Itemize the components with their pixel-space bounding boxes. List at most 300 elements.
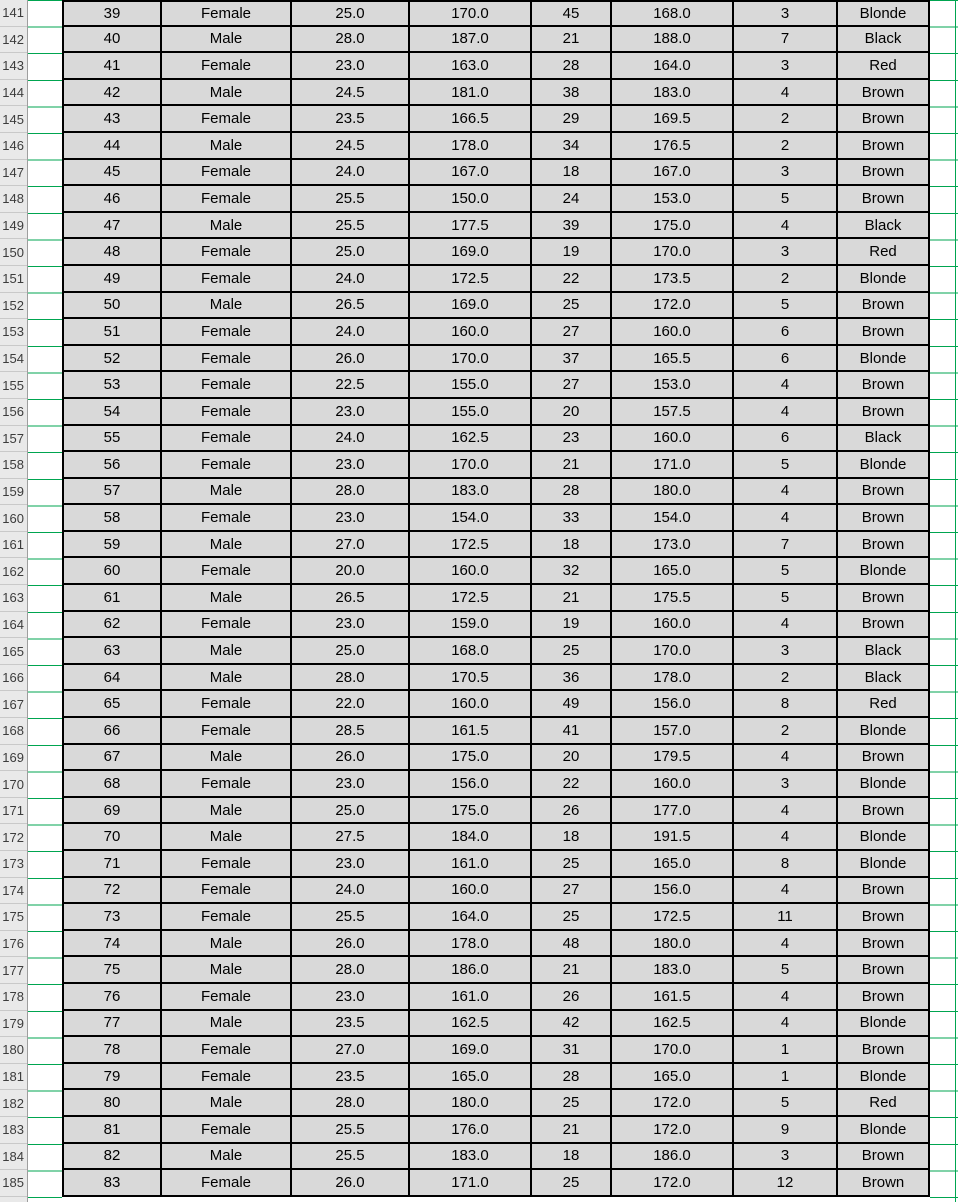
cell[interactable]: 7 bbox=[734, 532, 838, 559]
row-header[interactable]: 150 bbox=[0, 239, 27, 266]
cell[interactable]: 45 bbox=[532, 0, 612, 27]
cell[interactable]: Male bbox=[162, 133, 292, 160]
cell[interactable]: 24.5 bbox=[292, 133, 410, 160]
cell[interactable]: 39 bbox=[532, 213, 612, 240]
cell[interactable]: 78 bbox=[62, 1037, 162, 1064]
row-header[interactable]: 172 bbox=[0, 824, 27, 851]
cell[interactable]: 19 bbox=[532, 239, 612, 266]
cell[interactable]: Blonde bbox=[838, 1117, 930, 1144]
cell[interactable]: Brown bbox=[838, 372, 930, 399]
cell[interactable]: 175.5 bbox=[612, 585, 734, 612]
cell[interactable]: 175.0 bbox=[410, 745, 532, 772]
cell[interactable]: 65 bbox=[62, 691, 162, 718]
cell[interactable]: 32 bbox=[532, 558, 612, 585]
cell[interactable]: 26.0 bbox=[292, 1170, 410, 1197]
row-header[interactable]: 165 bbox=[0, 638, 27, 665]
cell[interactable]: Black bbox=[838, 213, 930, 240]
cell[interactable]: 5 bbox=[734, 558, 838, 585]
cell[interactable]: 67 bbox=[62, 745, 162, 772]
cell[interactable]: Brown bbox=[838, 1144, 930, 1171]
cell[interactable]: 42 bbox=[62, 80, 162, 107]
cell[interactable]: Female bbox=[162, 426, 292, 453]
cell[interactable]: 36 bbox=[532, 665, 612, 692]
cell[interactable]: 187.0 bbox=[410, 27, 532, 54]
cell[interactable]: 3 bbox=[734, 638, 838, 665]
cell[interactable]: 165.0 bbox=[612, 851, 734, 878]
cell[interactable]: 25.5 bbox=[292, 904, 410, 931]
cell[interactable]: 34 bbox=[532, 133, 612, 160]
cell[interactable]: 18 bbox=[532, 160, 612, 187]
cell[interactable]: 180.0 bbox=[612, 931, 734, 958]
cell[interactable]: Male bbox=[162, 532, 292, 559]
cell[interactable]: 41 bbox=[62, 53, 162, 80]
cell[interactable]: 73 bbox=[62, 904, 162, 931]
cell[interactable]: Blonde bbox=[838, 1064, 930, 1091]
cell[interactable]: 161.0 bbox=[410, 984, 532, 1011]
cell[interactable]: 41 bbox=[532, 718, 612, 745]
row-header[interactable]: 145 bbox=[0, 106, 27, 133]
row-header[interactable]: 173 bbox=[0, 851, 27, 878]
cell[interactable]: 28.5 bbox=[292, 718, 410, 745]
cell[interactable]: 44 bbox=[62, 133, 162, 160]
cell[interactable]: 170.0 bbox=[410, 346, 532, 373]
cell[interactable]: Blonde bbox=[838, 266, 930, 293]
cell[interactable]: Female bbox=[162, 718, 292, 745]
cell[interactable]: 18 bbox=[532, 824, 612, 851]
row-header[interactable]: 149 bbox=[0, 213, 27, 240]
cell[interactable]: 39 bbox=[62, 0, 162, 27]
cell[interactable]: 71 bbox=[62, 851, 162, 878]
cell[interactable]: 5 bbox=[734, 1090, 838, 1117]
cell[interactable]: 25.5 bbox=[292, 1117, 410, 1144]
row-header[interactable]: 148 bbox=[0, 186, 27, 213]
cell[interactable]: 60 bbox=[62, 558, 162, 585]
cell[interactable]: 40 bbox=[62, 27, 162, 54]
cell[interactable]: 184.0 bbox=[410, 824, 532, 851]
row-header[interactable]: 158 bbox=[0, 452, 27, 479]
cell[interactable]: 42 bbox=[532, 1011, 612, 1038]
cell[interactable]: 172.5 bbox=[410, 266, 532, 293]
cell[interactable]: 178.0 bbox=[410, 931, 532, 958]
cell[interactable]: 186.0 bbox=[410, 957, 532, 984]
cell[interactable]: 24.0 bbox=[292, 878, 410, 905]
cell[interactable]: 160.0 bbox=[612, 426, 734, 453]
cell[interactable]: Female bbox=[162, 1170, 292, 1197]
cell[interactable]: 29 bbox=[532, 106, 612, 133]
cell[interactable]: 6 bbox=[734, 346, 838, 373]
cell[interactable]: 169.0 bbox=[410, 239, 532, 266]
cell[interactable]: 4 bbox=[734, 80, 838, 107]
cell[interactable]: 54 bbox=[62, 399, 162, 426]
cell[interactable]: 24.5 bbox=[292, 80, 410, 107]
cell[interactable]: 72 bbox=[62, 878, 162, 905]
cell[interactable]: Male bbox=[162, 1090, 292, 1117]
cell[interactable]: 170.0 bbox=[410, 0, 532, 27]
cell[interactable]: 160.0 bbox=[410, 558, 532, 585]
cell[interactable]: 183.0 bbox=[612, 80, 734, 107]
cell[interactable]: Brown bbox=[838, 878, 930, 905]
cell[interactable]: Brown bbox=[838, 505, 930, 532]
cell[interactable]: Brown bbox=[838, 186, 930, 213]
cell[interactable]: Brown bbox=[838, 399, 930, 426]
cell[interactable]: 170.0 bbox=[612, 239, 734, 266]
row-header[interactable]: 184 bbox=[0, 1144, 27, 1171]
cell[interactable]: 165.0 bbox=[410, 1064, 532, 1091]
cell[interactable]: 46 bbox=[62, 186, 162, 213]
cell[interactable]: 6 bbox=[734, 426, 838, 453]
cell[interactable]: 24.0 bbox=[292, 319, 410, 346]
row-header[interactable]: 179 bbox=[0, 1011, 27, 1038]
cell[interactable]: 25.5 bbox=[292, 1144, 410, 1171]
cell[interactable]: 173.5 bbox=[612, 266, 734, 293]
cell[interactable]: 1 bbox=[734, 1037, 838, 1064]
cell[interactable]: 2 bbox=[734, 133, 838, 160]
cell[interactable]: 155.0 bbox=[410, 399, 532, 426]
cell[interactable]: 25.0 bbox=[292, 798, 410, 825]
cell[interactable]: 21 bbox=[532, 1117, 612, 1144]
cell[interactable]: 8 bbox=[734, 691, 838, 718]
row-header[interactable]: 180 bbox=[0, 1037, 27, 1064]
cell[interactable]: 20.0 bbox=[292, 558, 410, 585]
cell[interactable]: 175.0 bbox=[612, 213, 734, 240]
cell[interactable]: Brown bbox=[838, 585, 930, 612]
cell[interactable]: 27 bbox=[532, 878, 612, 905]
cell[interactable]: Blonde bbox=[838, 452, 930, 479]
cell[interactable]: 28 bbox=[532, 1064, 612, 1091]
cell[interactable]: Blonde bbox=[838, 346, 930, 373]
empty-right-area[interactable] bbox=[930, 0, 958, 1202]
cell[interactable]: 172.0 bbox=[612, 293, 734, 320]
cell[interactable]: 25 bbox=[532, 293, 612, 320]
cell[interactable]: 180.0 bbox=[410, 1090, 532, 1117]
cell[interactable]: 191.5 bbox=[612, 824, 734, 851]
row-header[interactable]: 160 bbox=[0, 505, 27, 532]
row-header[interactable]: 175 bbox=[0, 904, 27, 931]
cell[interactable]: 4 bbox=[734, 399, 838, 426]
cell[interactable]: Brown bbox=[838, 160, 930, 187]
cell[interactable]: 172.5 bbox=[410, 585, 532, 612]
cell[interactable]: Female bbox=[162, 1117, 292, 1144]
cell[interactable]: 3 bbox=[734, 0, 838, 27]
cell[interactable]: 8 bbox=[734, 851, 838, 878]
cell[interactable]: 12 bbox=[734, 1170, 838, 1197]
cell[interactable]: 21 bbox=[532, 585, 612, 612]
cell[interactable]: 169.0 bbox=[410, 293, 532, 320]
cell[interactable]: 172.5 bbox=[612, 904, 734, 931]
cell[interactable]: 172.0 bbox=[612, 1090, 734, 1117]
cell[interactable]: 76 bbox=[62, 984, 162, 1011]
cell[interactable]: 23.0 bbox=[292, 771, 410, 798]
cell[interactable]: 5 bbox=[734, 957, 838, 984]
cell[interactable]: 23.0 bbox=[292, 851, 410, 878]
cell[interactable]: 176.0 bbox=[410, 1117, 532, 1144]
cell[interactable]: 22.0 bbox=[292, 691, 410, 718]
cell[interactable]: 26.5 bbox=[292, 585, 410, 612]
cell[interactable]: Male bbox=[162, 1011, 292, 1038]
cell[interactable]: 28 bbox=[532, 53, 612, 80]
cell[interactable]: 2 bbox=[734, 106, 838, 133]
cell[interactable]: 160.0 bbox=[410, 691, 532, 718]
cell[interactable]: 25 bbox=[532, 851, 612, 878]
cell[interactable]: 4 bbox=[734, 878, 838, 905]
row-header[interactable]: 174 bbox=[0, 878, 27, 905]
cell[interactable]: 188.0 bbox=[612, 27, 734, 54]
cell[interactable]: Brown bbox=[838, 479, 930, 506]
cell[interactable]: Female bbox=[162, 558, 292, 585]
row-header[interactable]: 170 bbox=[0, 771, 27, 798]
cell[interactable]: 21 bbox=[532, 452, 612, 479]
cell[interactable]: 172.5 bbox=[410, 532, 532, 559]
cell[interactable]: Brown bbox=[838, 532, 930, 559]
cell[interactable]: 27 bbox=[532, 372, 612, 399]
row-header[interactable]: 164 bbox=[0, 612, 27, 639]
row-header[interactable]: 156 bbox=[0, 399, 27, 426]
cell[interactable]: Female bbox=[162, 1037, 292, 1064]
cell[interactable]: 33 bbox=[532, 505, 612, 532]
cell[interactable]: 45 bbox=[62, 160, 162, 187]
cell[interactable]: 27.5 bbox=[292, 824, 410, 851]
cell[interactable]: 48 bbox=[62, 239, 162, 266]
cell[interactable]: 28.0 bbox=[292, 665, 410, 692]
cell[interactable]: 24.0 bbox=[292, 266, 410, 293]
cell[interactable]: Male bbox=[162, 957, 292, 984]
cell[interactable]: 4 bbox=[734, 824, 838, 851]
cell[interactable]: Male bbox=[162, 27, 292, 54]
cell[interactable]: 154.0 bbox=[612, 505, 734, 532]
cell[interactable]: 74 bbox=[62, 931, 162, 958]
cell[interactable]: 178.0 bbox=[612, 665, 734, 692]
cell[interactable]: 161.5 bbox=[410, 718, 532, 745]
cell[interactable]: 23.5 bbox=[292, 1064, 410, 1091]
cell[interactable]: Female bbox=[162, 106, 292, 133]
cell[interactable]: 77 bbox=[62, 1011, 162, 1038]
cell[interactable]: 25 bbox=[532, 638, 612, 665]
cell[interactable]: Female bbox=[162, 0, 292, 27]
cell[interactable]: 52 bbox=[62, 346, 162, 373]
cell[interactable]: Male bbox=[162, 665, 292, 692]
cell[interactable]: 4 bbox=[734, 479, 838, 506]
row-header[interactable]: 181 bbox=[0, 1064, 27, 1091]
row-header[interactable]: 151 bbox=[0, 266, 27, 293]
cell[interactable]: 160.0 bbox=[612, 612, 734, 639]
cell[interactable]: 150.0 bbox=[410, 186, 532, 213]
cell[interactable]: 70 bbox=[62, 824, 162, 851]
cell[interactable]: Red bbox=[838, 1090, 930, 1117]
cell[interactable]: 68 bbox=[62, 771, 162, 798]
cell[interactable]: 18 bbox=[532, 1144, 612, 1171]
cell[interactable]: Red bbox=[838, 691, 930, 718]
empty-column[interactable] bbox=[28, 0, 62, 1202]
row-header[interactable]: 167 bbox=[0, 691, 27, 718]
cell[interactable]: 27.0 bbox=[292, 532, 410, 559]
cell[interactable]: 9 bbox=[734, 1117, 838, 1144]
cell[interactable]: Brown bbox=[838, 133, 930, 160]
cell[interactable]: 4 bbox=[734, 372, 838, 399]
cell[interactable]: Blonde bbox=[838, 558, 930, 585]
cell[interactable]: 173.0 bbox=[612, 532, 734, 559]
cell[interactable]: 25.0 bbox=[292, 0, 410, 27]
cell[interactable]: 168.0 bbox=[410, 638, 532, 665]
cell[interactable]: Male bbox=[162, 931, 292, 958]
cell[interactable]: 166.5 bbox=[410, 106, 532, 133]
row-header[interactable]: 185 bbox=[0, 1170, 27, 1197]
cell[interactable]: Female bbox=[162, 186, 292, 213]
cell[interactable]: Male bbox=[162, 293, 292, 320]
row-header[interactable]: 171 bbox=[0, 798, 27, 825]
cell[interactable]: 48 bbox=[532, 931, 612, 958]
cell[interactable]: Blonde bbox=[838, 824, 930, 851]
cell[interactable]: 177.5 bbox=[410, 213, 532, 240]
row-header[interactable]: 159 bbox=[0, 479, 27, 506]
cell[interactable]: 162.5 bbox=[410, 426, 532, 453]
row-header[interactable]: 157 bbox=[0, 426, 27, 453]
cell[interactable]: 23.0 bbox=[292, 452, 410, 479]
cell[interactable]: 25 bbox=[532, 904, 612, 931]
cell[interactable]: 26.0 bbox=[292, 931, 410, 958]
cell[interactable]: 2 bbox=[734, 266, 838, 293]
cell[interactable]: Female bbox=[162, 239, 292, 266]
cell[interactable]: 4 bbox=[734, 798, 838, 825]
cell[interactable]: 162.5 bbox=[612, 1011, 734, 1038]
cell[interactable]: Brown bbox=[838, 957, 930, 984]
cell[interactable]: Brown bbox=[838, 984, 930, 1011]
cell[interactable]: Male bbox=[162, 745, 292, 772]
cell[interactable]: 28.0 bbox=[292, 27, 410, 54]
cell[interactable]: 25.5 bbox=[292, 213, 410, 240]
cell[interactable]: 64 bbox=[62, 665, 162, 692]
cell[interactable]: 170.0 bbox=[612, 638, 734, 665]
cell[interactable]: 3 bbox=[734, 771, 838, 798]
cell[interactable]: 26 bbox=[532, 798, 612, 825]
cell[interactable]: 18 bbox=[532, 532, 612, 559]
cell[interactable]: Female bbox=[162, 1064, 292, 1091]
cell[interactable]: 27 bbox=[532, 319, 612, 346]
cell[interactable]: 161.5 bbox=[612, 984, 734, 1011]
cell[interactable]: 20 bbox=[532, 399, 612, 426]
cell[interactable]: Brown bbox=[838, 931, 930, 958]
cell[interactable]: Blonde bbox=[838, 1011, 930, 1038]
cell[interactable]: 157.5 bbox=[612, 399, 734, 426]
cell[interactable]: 38 bbox=[532, 80, 612, 107]
cell[interactable]: 31 bbox=[532, 1037, 612, 1064]
cell[interactable]: Female bbox=[162, 878, 292, 905]
cell[interactable]: Male bbox=[162, 80, 292, 107]
cell[interactable]: Female bbox=[162, 851, 292, 878]
cell[interactable]: 4 bbox=[734, 213, 838, 240]
cell[interactable]: 28.0 bbox=[292, 1090, 410, 1117]
cell[interactable]: 2 bbox=[734, 665, 838, 692]
cell[interactable]: 69 bbox=[62, 798, 162, 825]
cell[interactable]: 49 bbox=[532, 691, 612, 718]
cell[interactable]: 25.5 bbox=[292, 186, 410, 213]
cell[interactable]: 83 bbox=[62, 1170, 162, 1197]
cell[interactable]: 176.5 bbox=[612, 133, 734, 160]
cell[interactable]: 179.5 bbox=[612, 745, 734, 772]
row-header[interactable]: 153 bbox=[0, 319, 27, 346]
cell[interactable]: 59 bbox=[62, 532, 162, 559]
cell[interactable]: Male bbox=[162, 1144, 292, 1171]
cell[interactable]: 24 bbox=[532, 186, 612, 213]
cell[interactable]: 155.0 bbox=[410, 372, 532, 399]
cell[interactable]: 27.0 bbox=[292, 1037, 410, 1064]
cell[interactable]: 169.0 bbox=[410, 1037, 532, 1064]
cell[interactable]: 181.0 bbox=[410, 80, 532, 107]
cell[interactable]: 180.0 bbox=[612, 479, 734, 506]
cell[interactable]: 5 bbox=[734, 293, 838, 320]
cell[interactable]: 6 bbox=[734, 319, 838, 346]
row-header[interactable]: 177 bbox=[0, 957, 27, 984]
row-header[interactable]: 162 bbox=[0, 558, 27, 585]
cell[interactable]: Red bbox=[838, 239, 930, 266]
cell[interactable]: Female bbox=[162, 691, 292, 718]
cell[interactable]: 3 bbox=[734, 239, 838, 266]
cell[interactable]: 61 bbox=[62, 585, 162, 612]
row-header[interactable]: 182 bbox=[0, 1090, 27, 1117]
cell[interactable]: 156.0 bbox=[612, 878, 734, 905]
cell[interactable]: Brown bbox=[838, 293, 930, 320]
cell[interactable]: 28 bbox=[532, 479, 612, 506]
cell[interactable]: Black bbox=[838, 27, 930, 54]
cell[interactable]: Female bbox=[162, 984, 292, 1011]
cell[interactable]: 28.0 bbox=[292, 479, 410, 506]
cell[interactable]: 183.0 bbox=[410, 479, 532, 506]
cell[interactable]: 4 bbox=[734, 931, 838, 958]
row-header[interactable]: 183 bbox=[0, 1117, 27, 1144]
cell[interactable]: 5 bbox=[734, 186, 838, 213]
cell[interactable]: Female bbox=[162, 771, 292, 798]
cell[interactable]: 160.0 bbox=[612, 771, 734, 798]
cell[interactable]: 156.0 bbox=[612, 691, 734, 718]
cell[interactable]: 79 bbox=[62, 1064, 162, 1091]
cell[interactable]: Female bbox=[162, 505, 292, 532]
row-header[interactable]: 152 bbox=[0, 293, 27, 320]
cell[interactable]: Female bbox=[162, 372, 292, 399]
cell[interactable]: 26.0 bbox=[292, 745, 410, 772]
cell[interactable]: 171.0 bbox=[612, 452, 734, 479]
cell[interactable]: Red bbox=[838, 53, 930, 80]
cell[interactable]: Brown bbox=[838, 904, 930, 931]
cell[interactable]: 4 bbox=[734, 505, 838, 532]
cell[interactable]: 23.0 bbox=[292, 505, 410, 532]
cell[interactable]: 161.0 bbox=[410, 851, 532, 878]
cell[interactable]: 66 bbox=[62, 718, 162, 745]
cell[interactable]: Brown bbox=[838, 612, 930, 639]
cell[interactable]: 4 bbox=[734, 1011, 838, 1038]
cell[interactable]: 23.0 bbox=[292, 612, 410, 639]
cell[interactable]: 82 bbox=[62, 1144, 162, 1171]
cell[interactable]: 37 bbox=[532, 346, 612, 373]
cell[interactable]: Black bbox=[838, 638, 930, 665]
cell[interactable]: 55 bbox=[62, 426, 162, 453]
cell[interactable]: 170.5 bbox=[410, 665, 532, 692]
cell[interactable]: 24.0 bbox=[292, 426, 410, 453]
cell[interactable]: 25.0 bbox=[292, 239, 410, 266]
cell[interactable]: 160.0 bbox=[410, 319, 532, 346]
cell[interactable]: 26.0 bbox=[292, 346, 410, 373]
cell[interactable]: 26 bbox=[532, 984, 612, 1011]
cell[interactable]: 172.0 bbox=[612, 1170, 734, 1197]
cell[interactable]: 81 bbox=[62, 1117, 162, 1144]
cell[interactable]: Female bbox=[162, 612, 292, 639]
cell[interactable]: 53 bbox=[62, 372, 162, 399]
cell[interactable]: 165.0 bbox=[612, 1064, 734, 1091]
cell[interactable]: 160.0 bbox=[410, 878, 532, 905]
cell[interactable]: 20 bbox=[532, 745, 612, 772]
cell[interactable]: 160.0 bbox=[612, 319, 734, 346]
row-header[interactable]: 141 bbox=[0, 0, 27, 27]
cell[interactable]: Black bbox=[838, 665, 930, 692]
cell[interactable]: 63 bbox=[62, 638, 162, 665]
